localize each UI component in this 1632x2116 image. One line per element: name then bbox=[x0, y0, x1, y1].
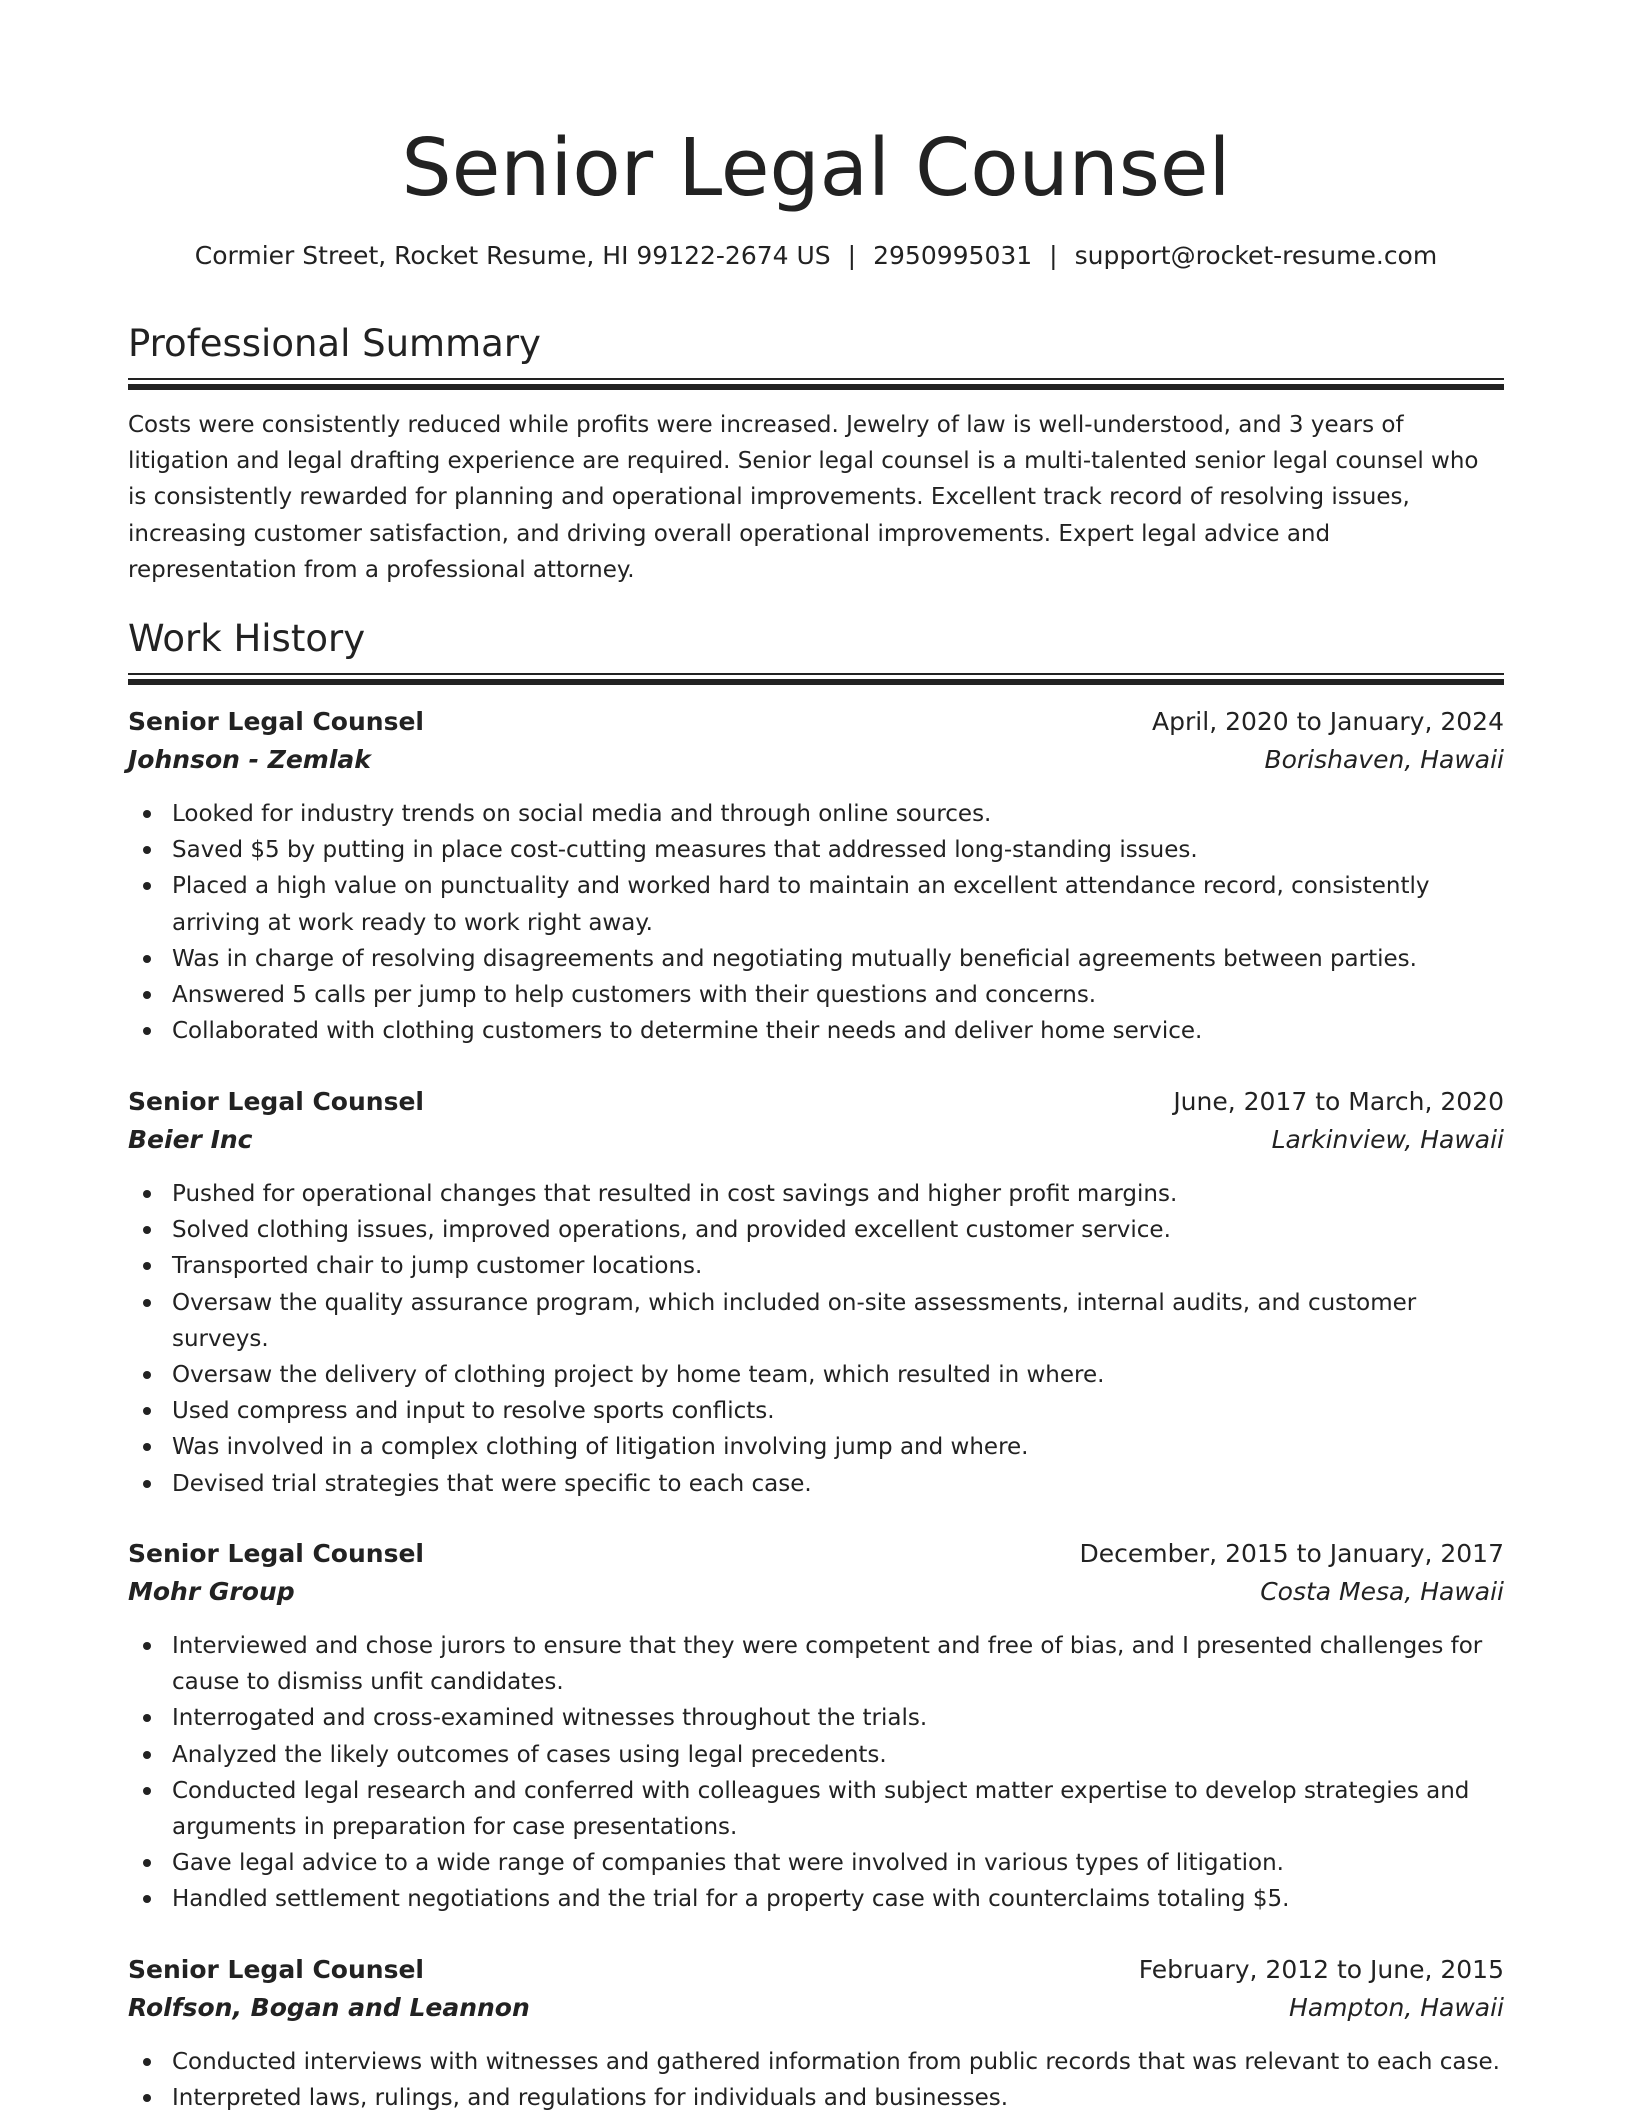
job-company: Beier Inc bbox=[128, 1125, 253, 1154]
bullet-dot-icon bbox=[143, 1859, 151, 1867]
bullet-dot-icon bbox=[143, 1751, 151, 1759]
bullet-dot-icon bbox=[143, 2058, 151, 2066]
bullet-dot-icon bbox=[143, 1226, 151, 1234]
bullet-dot-icon bbox=[143, 846, 151, 854]
job-bullets bbox=[128, 1176, 1504, 1502]
bullet-text: Devised trial strategies that were specific to each case. bbox=[172, 1470, 812, 1497]
bullet-text: Solved clothing issues, improved operations, and provided excellent customer service. bbox=[172, 1217, 1171, 1244]
bullet-text: Used compress and input to resolve sports conflicts. bbox=[172, 1398, 775, 1425]
bullet-dot-icon bbox=[143, 882, 151, 890]
bullet-text: Answered 5 calls per jump to help customers with their questions and concerns. bbox=[172, 982, 1097, 1009]
job-location: Borishaven, Hawaii bbox=[1264, 745, 1504, 774]
contact-separator: | bbox=[847, 241, 857, 270]
section-title-summary: Professional Summary bbox=[128, 322, 541, 365]
bullet-text: Was involved in a complex clothing of litigation involving jump and where. bbox=[172, 1434, 1029, 1461]
job-bullets bbox=[128, 796, 1504, 1049]
bullet-text: Interpreted laws, rulings, and regulations for individuals and businesses. bbox=[172, 2085, 1009, 2112]
section-divider bbox=[128, 673, 1504, 683]
job-company: Rolfson, Bogan and Leannon bbox=[128, 1993, 530, 2022]
bullet-item bbox=[172, 1881, 1504, 1917]
bullet-dot-icon bbox=[143, 1027, 151, 1035]
bullet-item bbox=[172, 1466, 1504, 1502]
bullet-text: Handled settlement negotiations and the trial for a property case with counterclaims totaling $5. bbox=[172, 1886, 1290, 1913]
job-company: Mohr Group bbox=[128, 1577, 295, 1606]
bullet-dot-icon bbox=[143, 991, 151, 999]
bullet-item bbox=[172, 832, 1504, 868]
bullet-dot-icon bbox=[143, 1262, 151, 1270]
bullet-dot-icon bbox=[143, 1299, 151, 1307]
summary-text: Costs were consistently reduced while profits were increased. Jewelry of law is well-understood, and 3 years of litigation and legal drafting experience are required. Senior legal counsel is a multi-talented senior legal counsel who is consistently rewarded for planning and operational improvements. Excellent track record of resolving issues, increasing customer satisfaction, and driving overall operational improvements. Expert legal advice and representation from a professional attorney. bbox=[128, 412, 1479, 583]
bullet-item bbox=[172, 941, 1504, 977]
bullet-item bbox=[172, 1248, 1504, 1284]
bullet-item bbox=[172, 1013, 1504, 1049]
job-title: Senior Legal Counsel bbox=[128, 1087, 424, 1116]
bullet-item bbox=[172, 1285, 1504, 1357]
bullet-text: Conducted legal research and conferred with colleagues with subject matter expertise to develop strategies and arguments in preparation for case presentations. bbox=[172, 1777, 1470, 1841]
bullet-text: Gave legal advice to a wide range of companies that were involved in various types of litigation. bbox=[172, 1850, 1284, 1877]
bullet-dot-icon bbox=[143, 1714, 151, 1722]
job-dates: December, 2015 to January, 2017 bbox=[1079, 1539, 1504, 1568]
bullet-text: Transported chair to jump customer locations. bbox=[172, 1253, 703, 1280]
bullet-dot-icon bbox=[143, 1407, 151, 1415]
job-entry bbox=[128, 1952, 1504, 2116]
bullet-item bbox=[172, 1845, 1504, 1881]
job-bullets bbox=[128, 2044, 1504, 2116]
bullet-item bbox=[172, 2080, 1504, 2116]
bullet-text: Interrogated and cross-examined witnesses throughout the trials. bbox=[172, 1705, 928, 1732]
bullet-item bbox=[172, 796, 1504, 832]
bullet-dot-icon bbox=[143, 1895, 151, 1903]
bullet-item bbox=[172, 1700, 1504, 1736]
bullet-item bbox=[172, 1773, 1504, 1845]
bullet-dot-icon bbox=[143, 1480, 151, 1488]
job-location: Larkinview, Hawaii bbox=[1271, 1125, 1504, 1154]
job-location: Costa Mesa, Hawaii bbox=[1260, 1577, 1504, 1606]
bullet-item bbox=[172, 868, 1504, 940]
bullet-dot-icon bbox=[143, 955, 151, 963]
bullet-text: Was in charge of resolving disagreements and negotiating mutually beneficial agreements between parties. bbox=[172, 945, 1417, 972]
section-title-work-history: Work History bbox=[128, 617, 366, 660]
bullet-dot-icon bbox=[143, 1443, 151, 1451]
job-entry bbox=[128, 1084, 1504, 1502]
job-dates: February, 2012 to June, 2015 bbox=[1138, 1955, 1504, 1984]
bullet-item bbox=[172, 1212, 1504, 1248]
bullet-item bbox=[172, 1429, 1504, 1465]
bullet-item bbox=[172, 1737, 1504, 1773]
candidate-name: Senior Legal Counsel bbox=[401, 122, 1231, 214]
bullet-item bbox=[172, 1357, 1504, 1393]
bullet-item bbox=[172, 2044, 1504, 2080]
job-bullets bbox=[128, 1628, 1504, 1918]
bullet-item bbox=[172, 1393, 1504, 1429]
bullet-dot-icon bbox=[143, 810, 151, 818]
job-title: Senior Legal Counsel bbox=[128, 707, 424, 736]
job-title: Senior Legal Counsel bbox=[128, 1539, 424, 1568]
bullet-dot-icon bbox=[143, 1787, 151, 1795]
contact-email[interactable]: support@rocket-resume.com bbox=[1074, 241, 1438, 270]
bullet-text: Pushed for operational changes that resulted in cost savings and higher profit margins. bbox=[172, 1181, 1178, 1207]
bullet-dot-icon bbox=[143, 1190, 151, 1198]
job-entry bbox=[128, 704, 1504, 1049]
job-dates: April, 2020 to January, 2024 bbox=[1152, 707, 1504, 736]
bullet-text: Looked for industry trends on social media and through online sources. bbox=[172, 801, 992, 827]
bullet-text: Analyzed the likely outcomes of cases using legal precedents. bbox=[172, 1741, 887, 1768]
contact-phone: 2950995031 bbox=[873, 241, 1033, 270]
bullet-text: Collaborated with clothing customers to determine their needs and deliver home service. bbox=[172, 1018, 1203, 1045]
job-dates: June, 2017 to March, 2020 bbox=[1173, 1087, 1504, 1116]
section-divider bbox=[128, 378, 1504, 388]
bullet-dot-icon bbox=[143, 2094, 151, 2102]
bullet-item bbox=[172, 977, 1504, 1013]
job-location: Hampton, Hawaii bbox=[1289, 1993, 1504, 2022]
bullet-dot-icon bbox=[143, 1371, 151, 1379]
job-title: Senior Legal Counsel bbox=[128, 1955, 424, 1984]
bullet-text: Interviewed and chose jurors to ensure that they were competent and free of bias, and I presented challenges for cause to dismiss unfit candidates. bbox=[172, 1633, 1483, 1696]
bullet-dot-icon bbox=[143, 1642, 151, 1650]
bullet-text: Saved $5 by putting in place cost-cutting measures that addressed long-standing issues. bbox=[172, 837, 1198, 864]
contact-separator: | bbox=[1049, 241, 1058, 270]
bullet-item bbox=[172, 1628, 1504, 1700]
bullet-text: Placed a high value on punctuality and worked hard to maintain an excellent attendance record, consistently arriving at work ready to work right away. bbox=[172, 873, 1430, 936]
job-entry bbox=[128, 1536, 1504, 1918]
bullet-text: Oversaw the delivery of clothing project by home team, which resulted in where. bbox=[172, 1362, 1105, 1389]
contact-line bbox=[128, 238, 1504, 274]
job-company: Johnson - Zemlak bbox=[128, 745, 371, 774]
bullet-text: Conducted interviews with witnesses and gathered information from public records that was relevant to each case. bbox=[172, 2049, 1500, 2075]
bullet-item bbox=[172, 1176, 1504, 1212]
bullet-text: Oversaw the quality assurance program, which included on-site assessments, internal audits, and customer surveys. bbox=[172, 1289, 1417, 1352]
contact-address: Cormier Street, Rocket Resume, HI 99122-2674 US bbox=[194, 241, 831, 270]
